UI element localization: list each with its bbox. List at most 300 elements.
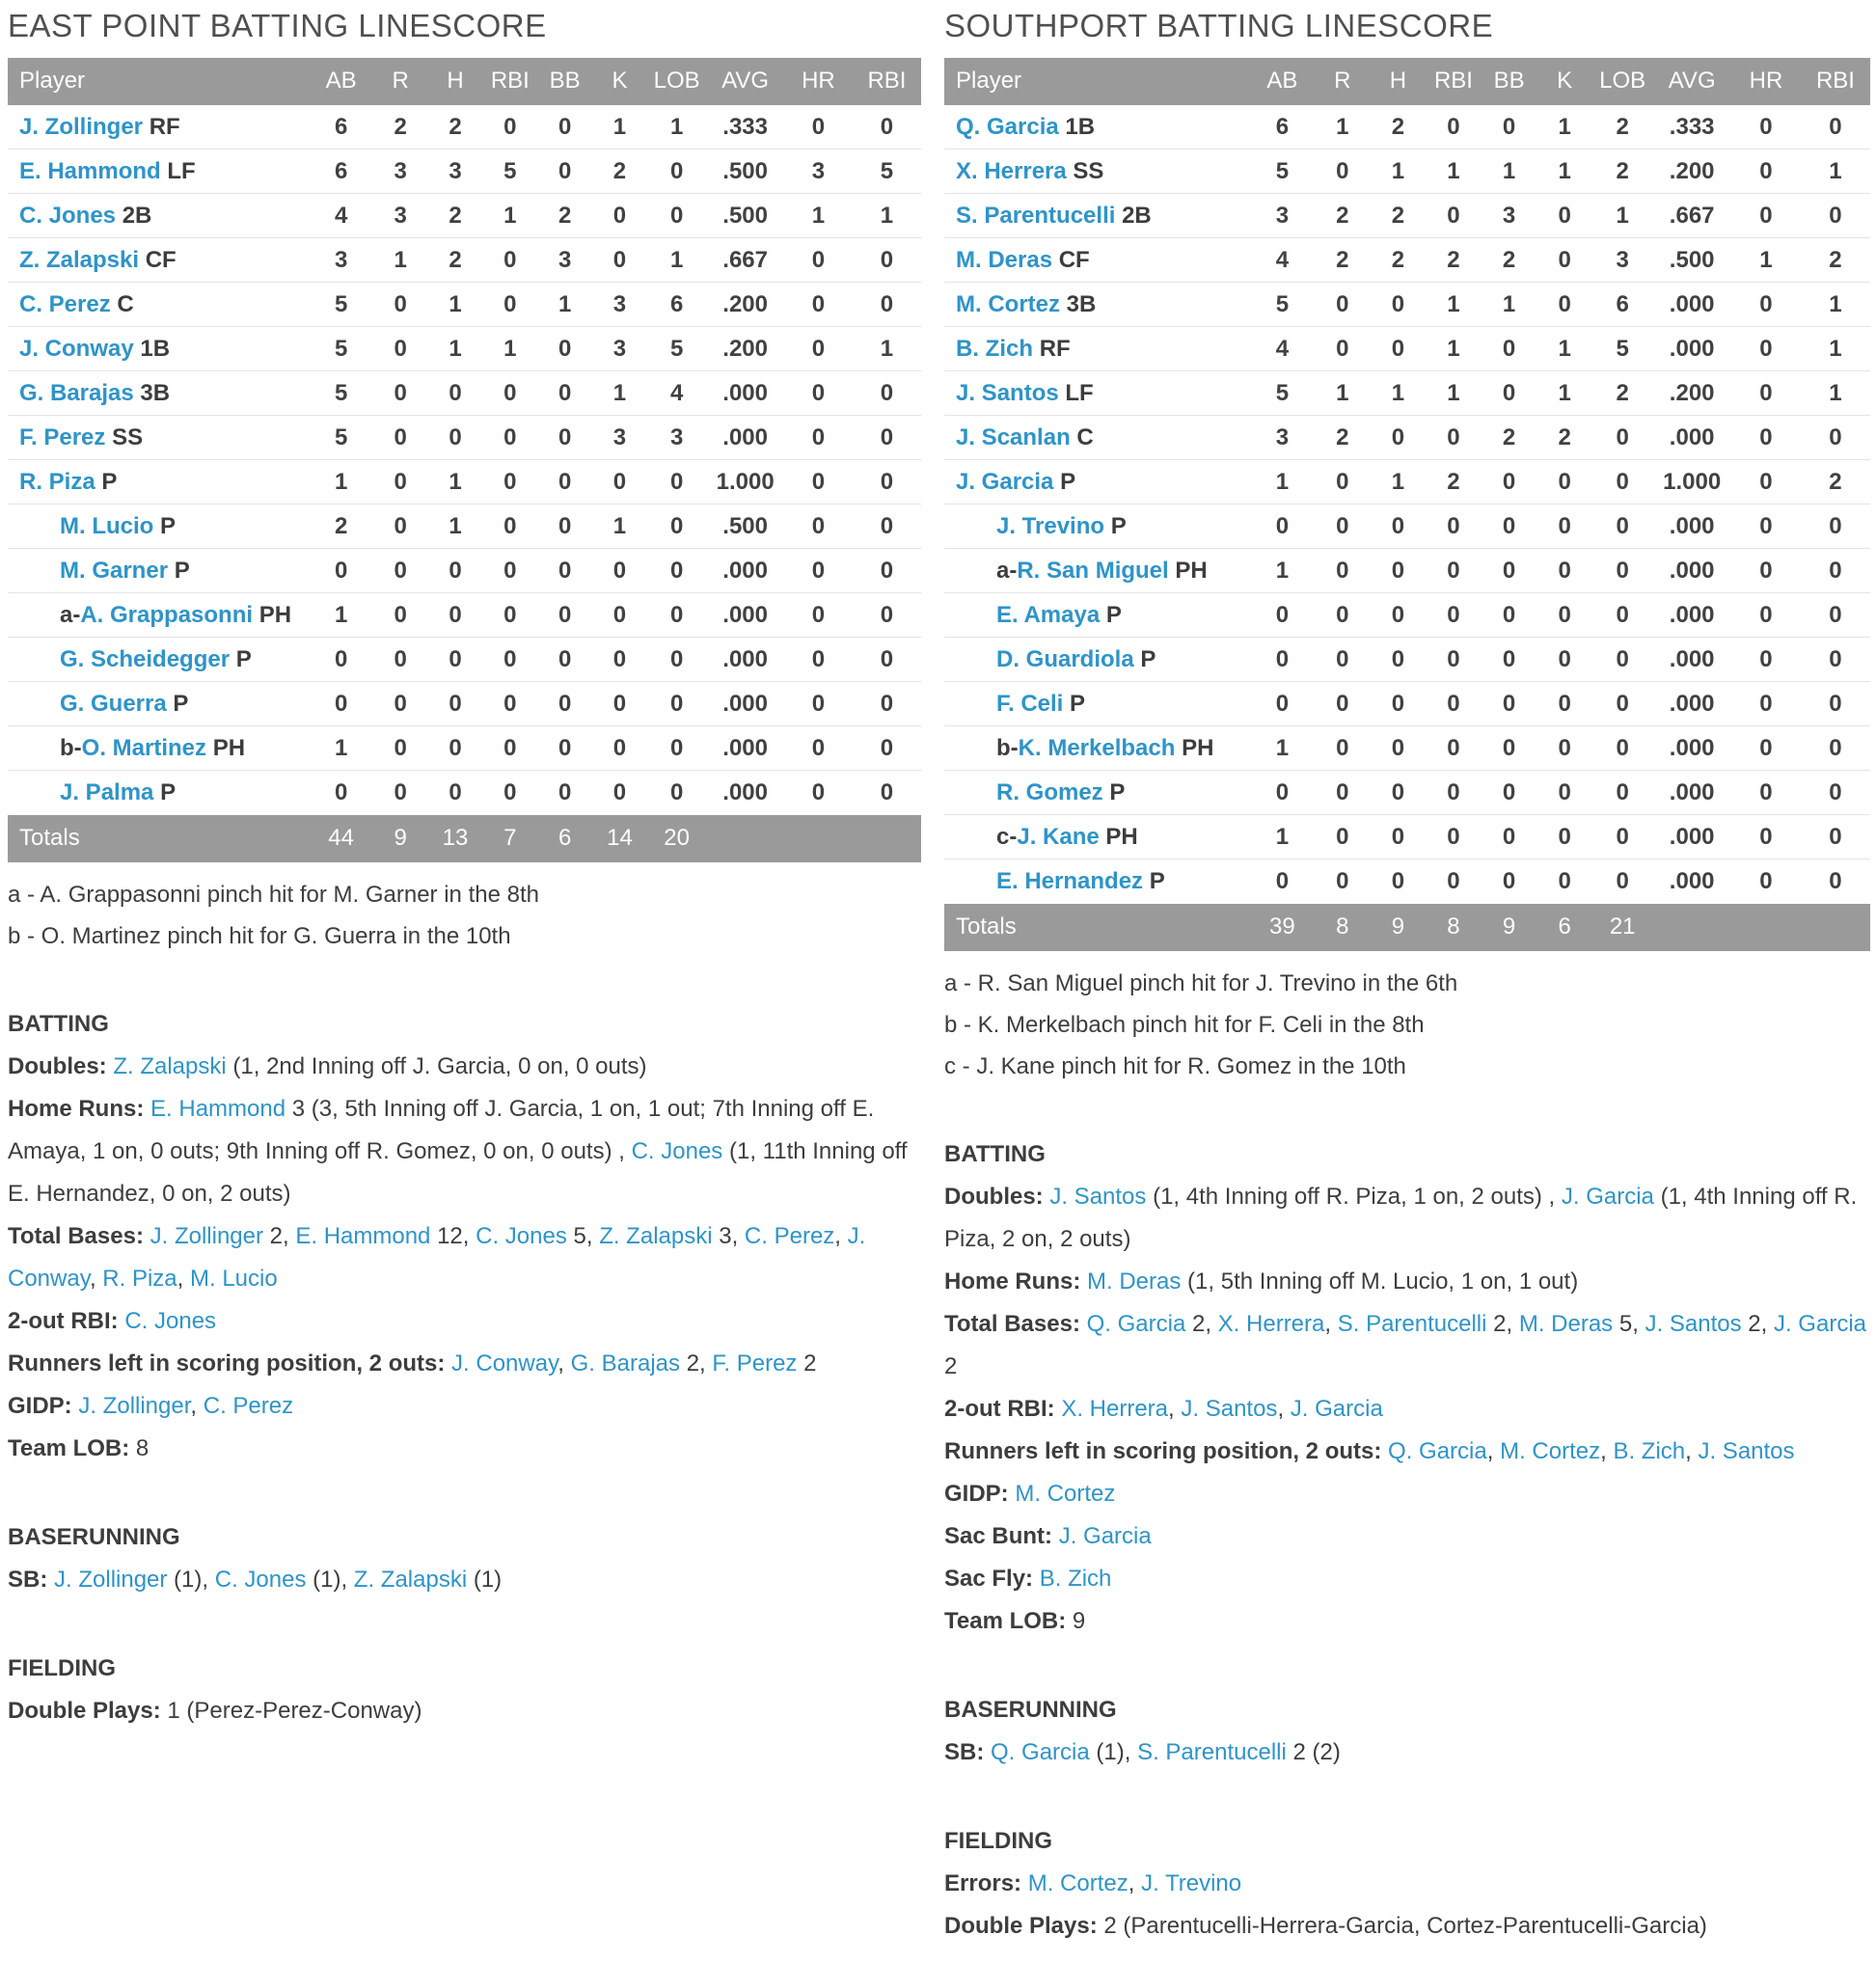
stat-label: 2-out RBI: xyxy=(8,1307,119,1334)
footnotes xyxy=(8,874,921,957)
stat-cell: 0 xyxy=(592,593,647,638)
stat-cell: 2 xyxy=(1371,105,1427,150)
player-link[interactable]: E. Hammond xyxy=(150,1095,286,1122)
stat-cell: 0 xyxy=(1250,771,1315,815)
stat-cell: 0 xyxy=(784,283,853,327)
stat-cell: .000 xyxy=(706,638,783,682)
player-link[interactable]: A. Grappasonni xyxy=(80,601,254,628)
player-link[interactable]: M. Cortez xyxy=(956,290,1060,317)
stat-cell: 0 xyxy=(1536,194,1592,238)
player-link[interactable]: J. Zollinger xyxy=(78,1392,191,1419)
stat-cell: 0 xyxy=(482,416,537,460)
stat-cell: 0 xyxy=(482,549,537,593)
stat-line xyxy=(944,1515,1870,1558)
stat-cell: 1 xyxy=(592,504,647,549)
player-cell xyxy=(8,327,310,371)
player-row xyxy=(8,416,921,460)
stat-cell: 4 xyxy=(1250,238,1315,283)
stat-cell: 0 xyxy=(394,779,407,806)
stat-cell: 0 xyxy=(811,779,826,806)
player-link[interactable]: R. Piza xyxy=(102,1265,177,1292)
totals-row xyxy=(944,904,1870,951)
stat-cell: 1 xyxy=(1536,371,1592,416)
stat-cell: 0 xyxy=(784,460,853,504)
player-link[interactable]: E. Hernandez xyxy=(996,868,1144,895)
player-link[interactable]: Q. Garcia xyxy=(1388,1437,1487,1464)
stat-cell: 3 xyxy=(373,194,428,238)
player-cell xyxy=(944,283,1250,327)
player-position: LF xyxy=(167,157,196,184)
player-cell xyxy=(944,105,1250,150)
stat-cell: 1 xyxy=(1371,371,1427,416)
stat-cell: 0 xyxy=(1536,638,1592,682)
stat-cell: .000 xyxy=(1652,815,1731,859)
player-link[interactable]: Z. Zalapski xyxy=(599,1222,713,1249)
stat-cell: 2 xyxy=(1426,238,1482,283)
stat-cell: 1 xyxy=(1536,327,1592,371)
stat-cell: 0 xyxy=(1482,815,1537,859)
player-link[interactable]: J. Santos xyxy=(1049,1183,1147,1210)
stat-cell: 0 xyxy=(647,638,707,682)
stat-cell: 0 xyxy=(647,460,707,504)
player-link[interactable]: B. Zich xyxy=(956,335,1034,362)
player-link[interactable]: J. Conway xyxy=(19,335,134,362)
table-body xyxy=(944,105,1870,904)
player-position: PH xyxy=(258,601,292,628)
stat-label: Team LOB: xyxy=(8,1434,130,1461)
stat-cell: 0 xyxy=(537,682,592,726)
stat-cell: 1 xyxy=(428,327,483,371)
player-position: P xyxy=(160,779,177,806)
stat-cell: 0 xyxy=(1371,638,1427,682)
stat-cell: 0 xyxy=(1731,815,1801,859)
player-link[interactable]: M. Deras xyxy=(1087,1268,1182,1295)
player-link[interactable]: M. Deras xyxy=(1518,1310,1614,1337)
player-link[interactable]: M. Cortez xyxy=(1500,1437,1601,1464)
player-link[interactable]: E. Hammond xyxy=(295,1222,431,1249)
stat-line: Team LOB: 8 xyxy=(8,1434,150,1461)
player-link[interactable]: F. Celi xyxy=(996,690,1064,717)
player-link[interactable]: C. Jones xyxy=(631,1137,723,1164)
player-row xyxy=(8,327,921,371)
stat-cell: 0 xyxy=(373,549,428,593)
player-row xyxy=(944,371,1870,416)
stat-cell: 1 xyxy=(482,194,537,238)
player-position: 3B xyxy=(1066,290,1097,317)
header-cell: Player xyxy=(944,58,1250,105)
stat-cell: 0 xyxy=(1371,504,1427,549)
player-link[interactable]: C. Perez xyxy=(744,1222,835,1249)
stat-cell: 0 xyxy=(1801,416,1870,460)
stat-cell: 2 xyxy=(428,105,483,150)
player-link[interactable]: J. Zollinger xyxy=(150,1222,263,1249)
player-row xyxy=(944,504,1870,549)
stat-cell: 2 xyxy=(310,504,373,549)
stat-line: Runners left in scoring position, 2 outs: Q. Garcia, M. Cortez, B. Zich, J. Santos xyxy=(944,1437,1795,1464)
player-link[interactable]: G. Barajas xyxy=(19,379,134,406)
stat-cell: 0 xyxy=(1536,283,1592,327)
stat-cell: .500 xyxy=(706,504,783,549)
stat-cell: 0 xyxy=(853,682,921,726)
stat-cell: 0 xyxy=(503,779,517,806)
player-link[interactable]: J. Zollinger xyxy=(54,1566,168,1593)
stat-cell: 0 xyxy=(853,416,921,460)
player-link[interactable]: J. Garcia xyxy=(1290,1395,1383,1422)
stat-label: SB: xyxy=(944,1738,985,1765)
stat-cell: 0 xyxy=(647,682,707,726)
stat-cell: 0 xyxy=(647,726,707,771)
stat-cell: 1 xyxy=(1250,549,1315,593)
stat-cell: 0 xyxy=(1801,682,1870,726)
player-link[interactable]: C. Jones xyxy=(19,202,117,229)
stat-cell: 1 xyxy=(1371,150,1427,194)
totals-stat-cell: 6 xyxy=(537,815,592,862)
totals-label: Totals xyxy=(8,815,310,862)
stat-line: Team LOB: 9 xyxy=(944,1607,1086,1634)
stat-cell: 2 xyxy=(1536,416,1592,460)
stat-cell: 1 xyxy=(1592,194,1652,238)
stat-cell: 0 xyxy=(310,549,373,593)
header-cell: AB xyxy=(1250,58,1315,105)
player-link[interactable]: Z. Zalapski xyxy=(19,246,140,273)
pinch-prefix: a- xyxy=(60,601,81,628)
team-title: EAST POINT BATTING LINESCORE xyxy=(8,8,547,43)
stat-cell: 0 xyxy=(1536,771,1592,815)
stat-cell: .000 xyxy=(1652,416,1731,460)
player-link[interactable]: E. Amaya xyxy=(996,601,1101,628)
header-cell: LOB xyxy=(1592,58,1652,105)
player-link[interactable]: J. Trevino xyxy=(996,512,1105,539)
stat-cell: 2 xyxy=(373,105,428,150)
totals-stat-cell: 8 xyxy=(1315,904,1371,951)
player-position: 3B xyxy=(140,379,171,406)
stat-cell: 0 xyxy=(853,283,921,327)
player-link[interactable]: R. San Miguel xyxy=(1017,557,1169,584)
player-cell xyxy=(8,460,310,504)
stat-line: Total Bases: Q. Garcia 2, X. Herrera, S. Parentucelli 2, M. Deras 5, J. Santos 2, J. Garcia 2 xyxy=(944,1310,1866,1379)
stat-label: Sac Bunt: xyxy=(944,1522,1053,1549)
stat-cell: 1 xyxy=(1482,150,1537,194)
player-position: PH xyxy=(212,734,246,761)
player-cell xyxy=(944,371,1250,416)
player-link[interactable]: J. Garcia xyxy=(956,468,1054,495)
player-row xyxy=(944,105,1870,150)
player-row xyxy=(944,815,1870,859)
player-link[interactable]: B. Zich xyxy=(1613,1437,1686,1464)
player-link[interactable]: S. Parentucelli xyxy=(956,202,1116,229)
player-cell xyxy=(944,460,1250,504)
player-cell xyxy=(944,150,1250,194)
stat-cell: 0 xyxy=(784,238,853,283)
player-link[interactable]: M. Garner xyxy=(60,557,169,584)
pinch-prefix: c- xyxy=(996,823,1018,850)
stat-cell: 1 xyxy=(1250,815,1315,859)
totals-stat-cell: 21 xyxy=(1592,904,1652,951)
stat-cell: 0 xyxy=(428,593,483,638)
stat-cell: 1 xyxy=(1801,327,1870,371)
player-link[interactable]: X. Herrera xyxy=(1217,1310,1325,1337)
stat-cell: 6 xyxy=(310,150,373,194)
stat-cell: 0 xyxy=(669,779,684,806)
stat-label: Home Runs: xyxy=(944,1268,1081,1295)
player-link[interactable]: X. Herrera xyxy=(1061,1395,1169,1422)
stat-cell: 3 xyxy=(1250,416,1315,460)
stat-cell: 5 xyxy=(1250,150,1315,194)
player-link[interactable]: Z. Zalapski xyxy=(353,1566,468,1593)
stat-cell: 1 xyxy=(1801,283,1870,327)
player-cell xyxy=(8,371,310,416)
stat-cell: 0 xyxy=(647,549,707,593)
totals-stat-cell: 9 xyxy=(1371,904,1427,951)
player-position: P xyxy=(174,557,190,584)
stat-cell: 0 xyxy=(853,105,921,150)
stat-cell: 0 xyxy=(853,638,921,682)
stat-cell: .000 xyxy=(1652,726,1731,771)
player-link[interactable]: R. Piza xyxy=(19,468,95,495)
batting-table xyxy=(944,58,1870,951)
player-cell xyxy=(8,283,310,327)
header-cell: K xyxy=(592,58,647,105)
totals-stat-cell: 9 xyxy=(1482,904,1537,951)
player-link[interactable]: G. Scheidegger xyxy=(60,645,231,672)
stat-cell: 0 xyxy=(1315,638,1371,682)
player-cell xyxy=(8,638,310,682)
stat-line xyxy=(8,1300,921,1343)
stat-cell: 0 xyxy=(784,549,853,593)
header-cell: Player xyxy=(8,58,310,105)
stat-cell: 1.000 xyxy=(706,460,783,504)
totals-stat-cell xyxy=(1801,904,1870,951)
player-position: 1B xyxy=(1065,113,1096,140)
player-position: P xyxy=(1110,512,1127,539)
stat-label: Runners left in scoring position, 2 outs: xyxy=(944,1437,1382,1464)
stat-cell: 1 xyxy=(1536,105,1592,150)
stat-cell: 0 xyxy=(482,726,537,771)
stat-cell: 1 xyxy=(1536,150,1592,194)
team-linescore xyxy=(944,4,1870,1948)
stat-cell: 0 xyxy=(784,726,853,771)
player-position: RF xyxy=(1039,335,1071,362)
stat-cell: .000 xyxy=(706,371,783,416)
player-cell xyxy=(944,238,1250,283)
player-link[interactable]: M. Cortez xyxy=(1015,1480,1116,1507)
stat-cell: 0 xyxy=(1731,150,1801,194)
player-row xyxy=(8,238,921,283)
stat-cell: 0 xyxy=(373,416,428,460)
stat-cell: 0 xyxy=(1592,682,1652,726)
header-cell: AVG xyxy=(1652,58,1731,105)
player-link[interactable]: J. Garcia xyxy=(1561,1183,1654,1210)
batting-table xyxy=(8,58,921,862)
player-cell xyxy=(944,815,1250,859)
player-link[interactable]: K. Merkelbach xyxy=(1018,734,1176,761)
stat-cell: 3 xyxy=(1250,194,1315,238)
stat-cell: 0 xyxy=(482,593,537,638)
stat-cell: 5 xyxy=(853,150,921,194)
player-position: P xyxy=(235,645,252,672)
stat-cell: 0 xyxy=(1592,460,1652,504)
player-link[interactable]: M. Deras xyxy=(956,246,1053,273)
player-cell xyxy=(944,726,1250,771)
header-cell: RBI xyxy=(1801,58,1870,105)
stat-cell: 0 xyxy=(1592,593,1652,638)
section-title: BASERUNNING xyxy=(944,1696,1117,1723)
stat-cell: 0 xyxy=(1426,416,1482,460)
player-link[interactable]: D. Guardiola xyxy=(996,645,1134,672)
player-link[interactable]: Q. Garcia xyxy=(956,113,1059,140)
player-link[interactable]: F. Perez xyxy=(19,423,106,450)
stat-cell: 1 xyxy=(1426,283,1482,327)
footnote: b - K. Merkelbach pinch hit for F. Celi in the 8th xyxy=(944,1011,1425,1038)
player-link[interactable]: J. Kane xyxy=(1017,823,1100,850)
stat-line: Home Runs: E. Hammond 3 (3, 5th Inning off J. Garcia, 1 on, 1 out; 7th Inning off E. Amaya, 1 on, 0 outs; 9th Inning off R. Gomez, 0 on, 0 outs) , C. Jones (1, 11th Inning off E. Hernandez, 0 on, 2 outs) xyxy=(8,1095,908,1207)
player-link[interactable]: E. Hammond xyxy=(19,157,161,184)
player-link[interactable]: C. Jones xyxy=(476,1222,567,1249)
player-link[interactable]: Q. Garcia xyxy=(1086,1310,1186,1337)
player-link[interactable]: X. Herrera xyxy=(956,157,1067,184)
stat-cell: 0 xyxy=(1592,726,1652,771)
player-link[interactable]: F. Perez xyxy=(712,1350,798,1377)
player-link[interactable]: J. Garcia xyxy=(1773,1310,1866,1337)
player-link[interactable]: J. Santos xyxy=(956,379,1059,406)
stat-cell: 0 xyxy=(537,593,592,638)
player-link[interactable]: J. Trevino xyxy=(1141,1869,1242,1896)
stat-cell: 0 xyxy=(334,779,348,806)
stat-cell: .333 xyxy=(706,105,783,150)
stat-line xyxy=(944,1473,1870,1515)
player-position: P xyxy=(1060,468,1076,495)
stat-cell: 0 xyxy=(592,726,647,771)
stat-cell: .500 xyxy=(706,194,783,238)
player-link[interactable]: J. Palma xyxy=(60,779,154,806)
stat-cell: 0 xyxy=(482,238,537,283)
stat-line: Doubles: Z. Zalapski (1, 2nd Inning off J. Garcia, 0 on, 0 outs) xyxy=(8,1052,647,1079)
stat-cell: 0 xyxy=(592,638,647,682)
stat-cell: 0 xyxy=(1731,638,1801,682)
player-link[interactable]: J. Garcia xyxy=(1058,1522,1152,1549)
stat-cell: 0 xyxy=(784,638,853,682)
player-link[interactable]: M. Cortez xyxy=(1027,1869,1128,1896)
player-link[interactable]: G. Guerra xyxy=(60,690,167,717)
player-row xyxy=(8,593,921,638)
stat-cell: 1 xyxy=(482,327,537,371)
stat-cell: .667 xyxy=(706,238,783,283)
stat-cell: 0 xyxy=(1801,593,1870,638)
player-link[interactable]: O. Martinez xyxy=(81,734,207,761)
player-link[interactable]: C. Perez xyxy=(19,290,111,317)
player-link[interactable]: Z. Zalapski xyxy=(113,1052,227,1079)
stat-cell: 0 xyxy=(482,504,537,549)
stat-cell: 5 xyxy=(1592,327,1652,371)
player-link[interactable]: S. Parentucelli xyxy=(1337,1310,1487,1337)
totals-stat-cell xyxy=(1731,904,1801,951)
player-link[interactable]: J. Conway xyxy=(8,1222,866,1292)
stat-cell: 3 xyxy=(592,283,647,327)
player-row xyxy=(944,150,1870,194)
stat-cell: 0 xyxy=(537,504,592,549)
stat-cell: 0 xyxy=(1592,549,1652,593)
player-link[interactable]: C. Jones xyxy=(124,1307,217,1334)
player-link[interactable]: S. Parentucelli xyxy=(1137,1738,1287,1765)
player-link[interactable]: J. Zollinger xyxy=(19,113,144,140)
stat-cell: 1 xyxy=(1371,460,1427,504)
player-link[interactable]: M. Lucio xyxy=(189,1265,278,1292)
stat-cell: 0 xyxy=(1829,868,1842,895)
player-position: CF xyxy=(1058,246,1090,273)
stat-cell: 0 xyxy=(1426,682,1482,726)
player-link[interactable]: J. Santos xyxy=(1181,1395,1278,1422)
stat-cell: 0 xyxy=(537,460,592,504)
stat-cell: 2 xyxy=(1426,460,1482,504)
player-link[interactable]: J. Scanlan xyxy=(956,423,1071,450)
stat-cell: 0 xyxy=(482,460,537,504)
stat-line: SB: J. Zollinger (1), C. Jones (1), Z. Zalapski (1) xyxy=(8,1566,503,1593)
stat-cell: 1 xyxy=(647,238,707,283)
stat-cell: 0 xyxy=(1801,194,1870,238)
player-link[interactable]: G. Barajas xyxy=(570,1350,681,1377)
stat-cell: 6 xyxy=(310,105,373,150)
totals-stat-cell xyxy=(706,815,783,862)
stat-cell: 0 xyxy=(1447,868,1460,895)
stat-cell: 0 xyxy=(784,416,853,460)
table-header xyxy=(944,58,1870,105)
player-link[interactable]: R. Gomez xyxy=(996,778,1103,805)
player-cell xyxy=(944,638,1250,682)
player-link[interactable]: M. Lucio xyxy=(60,512,154,539)
stat-label: Double Plays: xyxy=(944,1912,1098,1939)
stat-cell: 0 xyxy=(1371,771,1427,815)
player-row xyxy=(944,460,1870,504)
stat-cell: 0 xyxy=(537,549,592,593)
stat-cell: 0 xyxy=(1731,549,1801,593)
player-row xyxy=(944,327,1870,371)
stat-cell: 0 xyxy=(647,194,707,238)
stat-cell: 2 xyxy=(1592,105,1652,150)
stat-cell: 0 xyxy=(1731,460,1801,504)
player-row xyxy=(8,283,921,327)
player-link[interactable]: C. Jones xyxy=(214,1566,307,1593)
stat-cell: 0 xyxy=(1482,638,1537,682)
player-link[interactable]: J. Conway xyxy=(451,1350,558,1377)
stat-cell: 0 xyxy=(449,779,462,806)
player-link[interactable]: J. Santos xyxy=(1698,1437,1795,1464)
player-link[interactable]: J. Santos xyxy=(1645,1310,1742,1337)
stat-cell: 0 xyxy=(1482,771,1537,815)
player-row xyxy=(944,194,1870,238)
stat-line: Home Runs: M. Deras (1, 5th Inning off M. Lucio, 1 on, 1 out) xyxy=(944,1268,1579,1295)
player-row xyxy=(944,283,1870,327)
stat-cell: 0 xyxy=(784,327,853,371)
stat-cell: 0 xyxy=(1482,105,1537,150)
stat-cell: 0 xyxy=(1731,327,1801,371)
player-cell xyxy=(944,504,1250,549)
stat-cell: 0 xyxy=(1801,504,1870,549)
stat-cell: 1 xyxy=(310,726,373,771)
stat-cell: 0 xyxy=(482,682,537,726)
table-body xyxy=(8,105,921,815)
player-link[interactable]: C. Perez xyxy=(203,1392,294,1419)
stat-cell: .500 xyxy=(706,150,783,194)
player-position: PH xyxy=(1105,823,1138,850)
stat-cell: 0 xyxy=(1482,682,1537,726)
stat-cell: 0 xyxy=(1315,593,1371,638)
stat-cell: 5 xyxy=(1250,371,1315,416)
stat-section xyxy=(944,1133,1870,1643)
player-link[interactable]: B. Zich xyxy=(1039,1565,1112,1592)
player-link[interactable]: Q. Garcia xyxy=(991,1738,1090,1765)
header-cell: LOB xyxy=(647,58,707,105)
stat-cell: 5 xyxy=(310,283,373,327)
